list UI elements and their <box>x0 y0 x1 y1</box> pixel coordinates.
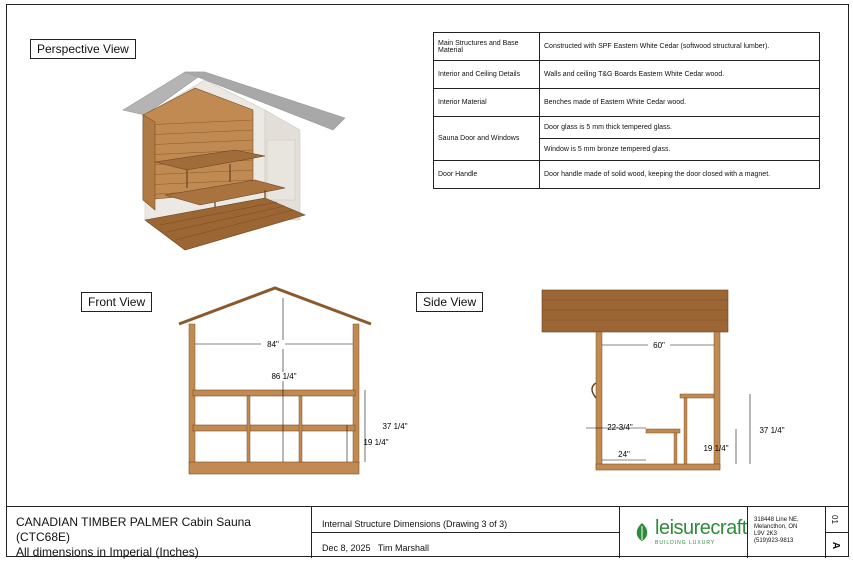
perspective-view-label: Perspective View <box>30 39 136 59</box>
front-width-dim: 84" <box>267 340 279 349</box>
table-row <box>434 33 820 61</box>
perspective-drawing <box>115 70 355 260</box>
front-lower-bench-dim: 19 1/4" <box>363 438 389 447</box>
front-view-label: Front View <box>81 292 152 312</box>
table-row <box>434 61 820 89</box>
logo-cell <box>620 507 748 558</box>
spec-value: Door glass is 5 mm thick tempered glass. <box>540 117 820 139</box>
spec-table <box>433 32 820 189</box>
address-line: 318448 Line NE, <box>754 517 799 523</box>
sheet-size: A <box>830 541 842 550</box>
side-lower-bench-dim: 19 1/4" <box>703 444 729 453</box>
logo-tagline: BUILDING LUXURY <box>655 540 716 546</box>
side-view-label: Side View <box>416 292 483 312</box>
drawing-author: Tim Marshall <box>377 543 430 553</box>
spec-label: Door Handle <box>434 161 540 189</box>
drawing-title: Internal Structure Dimensions (Drawing 3 of 3) <box>322 519 508 529</box>
spec-value: Constructed with SPF Eastern White Cedar (softwood structural lumber). <box>540 33 820 61</box>
spec-value: Window is 5 mm bronze tempered glass. <box>540 139 820 161</box>
address-line: L9V 2K3 <box>754 531 778 537</box>
title-cell <box>6 507 312 558</box>
title-block <box>6 506 849 557</box>
side-bench-depth-dim: 22-3/4" <box>607 423 633 432</box>
spec-label: Main Structures and Base Material <box>434 33 540 61</box>
side-depth-dim: 60" <box>653 341 665 350</box>
spec-value: Door handle made of solid wood, keeping the door closed with a magnet. <box>540 161 820 189</box>
spec-value: Benches made of Eastern White Cedar wood. <box>540 89 820 117</box>
phone-number: (519)923-9813 <box>754 538 794 544</box>
front-view-drawing <box>175 284 408 479</box>
table-row <box>434 117 820 139</box>
units-note: All dimensions in Imperial (Inches) <box>16 545 199 559</box>
product-title: CANADIAN TIMBER PALMER Cabin Sauna (CTC68E) <box>16 515 251 544</box>
drawing-info-cell <box>312 507 620 558</box>
side-view-drawing <box>540 288 790 478</box>
revision-number: 01 <box>829 515 839 524</box>
spec-value: Walls and ceiling T&G Boards Eastern White Cedar wood. <box>540 61 820 89</box>
spec-label: Interior Material <box>434 89 540 117</box>
leaf-logo-icon <box>632 521 652 543</box>
drawing-date: Dec 8, 2025 <box>322 543 371 553</box>
rev-cell <box>826 507 849 558</box>
front-upper-bench-dim: 37 1/4" <box>382 422 408 431</box>
logo-text: leisurecraft <box>655 517 747 539</box>
address-line: Melancthon, ON <box>754 524 798 530</box>
address-cell <box>748 507 826 558</box>
spec-label: Sauna Door and Windows <box>434 117 540 161</box>
front-height-dim: 86 1/4" <box>271 372 297 381</box>
table-row <box>434 89 820 117</box>
side-upper-bench-dim: 37 1/4" <box>759 426 785 435</box>
spec-label: Interior and Ceiling Details <box>434 61 540 89</box>
side-lower-depth-dim: 24" <box>618 450 630 459</box>
table-row <box>434 161 820 189</box>
